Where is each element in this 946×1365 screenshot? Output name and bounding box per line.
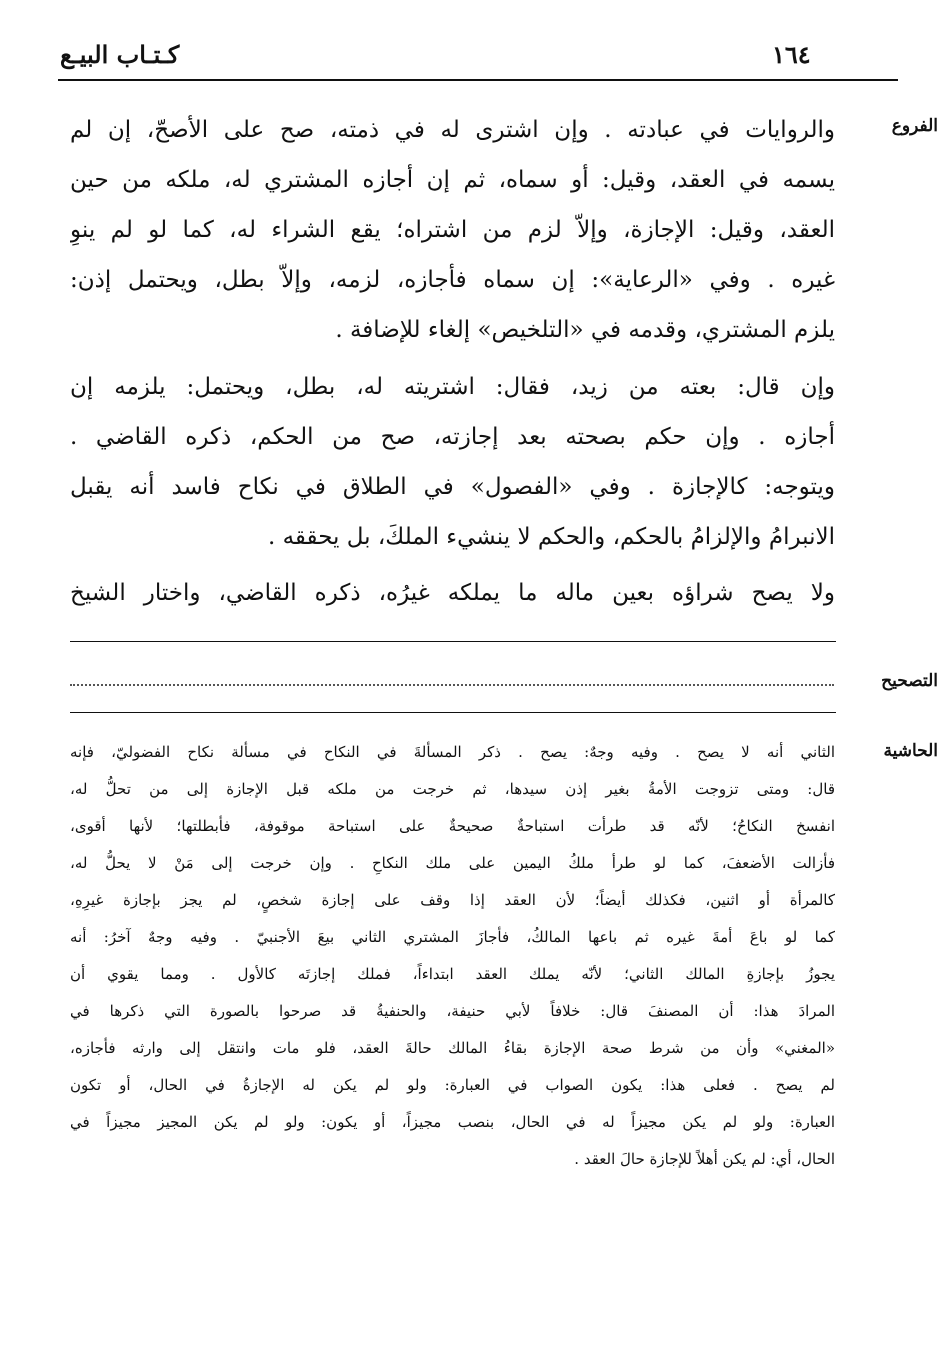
section-label-hashiya: الحاشية <box>883 741 938 761</box>
main-text-line: ويتوجه: كالإجازة . وفي «الفصول» في الطلاق في نكاح فاسد أنه يقبل <box>70 474 835 500</box>
main-text-line: ولا يصح شراؤه بعين ماله ما يملكه غيرُه، ذكره القاضي، واختار الشيخ <box>70 580 835 606</box>
note-text-line: انفسخ النكاحُ؛ لأنّه قد طرأت استباحةٌ صحيحةٌ على استباحة موقوفة، فأبطلتها؛ لأنها أقوى، <box>70 817 835 835</box>
tashih-dotted-line <box>70 684 834 686</box>
header-rule <box>58 79 898 81</box>
main-text-line: غيره . وفي «الرعاية»: إن سماه فأجازه، لزمه، وإلاّ بطل، ويحتمل إذن: <box>70 267 835 293</box>
note-text-line: لم يصح . فعلى هذا: يكون الصواب في العبارة: ولو لم يكن له الإجازةُ في الحال، أو تكون <box>70 1076 835 1094</box>
section-label-furu: الفروع <box>891 116 938 136</box>
section-divider <box>70 712 836 713</box>
section-divider <box>70 641 836 642</box>
note-text-line: يجوزُ بإجازةِ المالك الثاني؛ لأنّه يملك العقد ابتداءاً، فملك إجازتَه كالأول . ومما يقوي أن <box>70 965 835 983</box>
main-text-line: وإن قال: بعته من زيد، فقال: اشتريته له، بطل، ويحتمل: يلزمه إن <box>70 374 835 400</box>
main-text-line: والروايات في عبادته . وإن اشترى له في ذمته، صح على الأصحّ، إن لم <box>70 117 835 143</box>
note-text-line: كالمرأة أو اثنين، فكذلك أيضاً؛ لأن العقد إذا وقف على إجازة شخصٍ، لم يجز بإجازة غيرِهِ، <box>70 891 835 909</box>
note-text-line: «المغني» وأن من شرط صحة الإجازة بقاءُ المالك حالةَ العقد، فلو مات وانتقل إلى وارثه فأجازه، <box>70 1039 835 1057</box>
main-text-line: يلزم المشتري، وقدمه في «التلخيص» إلغاء للإضافة . <box>335 317 835 343</box>
note-text-line: فأزالت الأضعفَ، كما لو طرأ ملكُ اليمين على ملك النكاحِ . وإن خرجت إلى مَنْ لا يحلُّ له، <box>70 854 835 872</box>
main-text-line: يسمه في العقد، وقيل: أو سماه، ثم إن أجازه المشتري له، ملكه من حين <box>70 167 835 193</box>
section-label-tashih: التصحيح <box>881 671 938 691</box>
note-text-line: المرادَ هذا: أن المصنفَ قال: خلافاً لأبي حنيفة، والحنفيةُ قد صرحوا بالصورة التي ذكرها في <box>70 1002 835 1020</box>
main-text-line: الانبرامُ والإلزامُ بالحكم، والحكم لا ينشيء الملكَ، بل يحققه . <box>267 524 835 550</box>
note-text-line: العبارة: ولو لم يكن مجيزاً له في الحال، بنصب مجيزاً، أو يكون: ولو لم يكن المجيز مجيزاً في <box>70 1113 835 1131</box>
main-text-line: العقد، وقيل: الإجازة، وإلاّ لزم من اشتراه؛ يقع الشراء له، كما لو لم ينوِ <box>70 217 835 243</box>
main-text-line: أجازه . وإن حكم بصحته بعد إجازته، صح من الحكم، ذكره القاضي . <box>70 424 835 450</box>
note-text-line: الثاني أنه لا يصح . وفيه وجهٌ: يصح . ذكر المسألةَ في النكاح في مسألة نكاح الفضوليّ، فإنه <box>70 743 835 761</box>
note-text-line: كما لو باعَ أمةَ غيره ثم باعها المالكُ، فأجازَ المشتري الثاني بيعَ الأجنبيّ . وفيه وجهٌ آخرُ: أنه <box>70 928 835 946</box>
header-title: كـتـاب البيـع <box>60 40 180 69</box>
page-number: ١٦٤ <box>772 40 811 69</box>
note-text-line: قال: ومتى تزوجت الأمةُ بغير إذن سيدها، ثم خرجت من ملكه قبل الإجازة إلى من تحلُّ له، <box>70 780 835 798</box>
note-text-line: الحال، أي: لم يكن أهلاً للإجازة حالَ العقد . <box>574 1150 835 1168</box>
